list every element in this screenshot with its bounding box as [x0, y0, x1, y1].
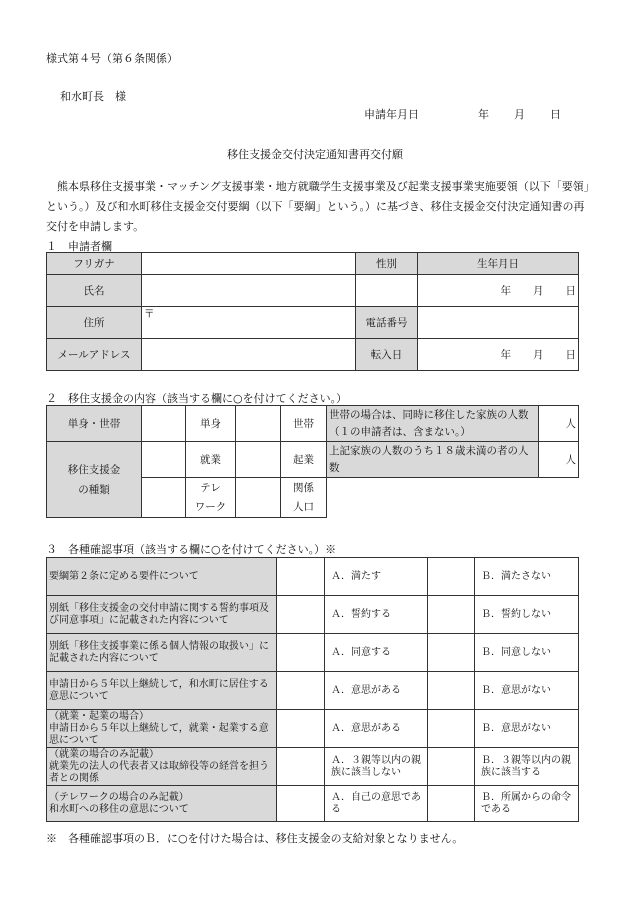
- confirm-item: （テレワークの場合のみ記載） 和水町への移住の意思について: [47, 786, 277, 822]
- phone-field[interactable]: [418, 307, 579, 339]
- addressee: 和水町長 様: [60, 90, 126, 103]
- footnote: ※ 各種確認事項のＢ．に○を付けた場合は、移住支援金の支給対象となりません。: [46, 832, 464, 845]
- option-a-check[interactable]: [277, 634, 325, 672]
- single-check[interactable]: [142, 406, 186, 442]
- option-b-label: Ｂ．３親等以内の親族に該当する: [475, 748, 579, 786]
- option-a-label: Ａ．同意する: [325, 634, 428, 672]
- confirm-item: 申請日から５年以上継続して，和水町に居住する意思について: [47, 672, 277, 710]
- household-label: 世帯: [281, 406, 327, 442]
- option-b-label: Ｂ．意思がない: [475, 672, 579, 710]
- single-household-label: 単身・世帯: [47, 406, 142, 442]
- single-label: 単身: [186, 406, 236, 442]
- gender-label: 性別: [356, 253, 418, 275]
- section1-heading: １ 申請者欄: [46, 240, 112, 253]
- form-number: 様式第４号（第６条関係）: [46, 52, 178, 65]
- option-a-label: Ａ．満たす: [325, 558, 428, 596]
- confirm-item: 別紙「移住支援金の交付申請に関する誓約事項及び同意事項」に記載された内容について: [47, 596, 277, 634]
- intro-text: 熊本県移住支援事業・マッチング支援事業・地方就職学生支援事業及び起業支援事業実施要領（以下「要領」という。）及び和水町移住支援金交付要綱（以下「要綱」という。）に基づき、移住支援金交付決定通知書の再交付を申請します。: [46, 180, 590, 233]
- telework-check[interactable]: [142, 478, 186, 518]
- related-population-check[interactable]: [236, 478, 281, 518]
- option-b-check[interactable]: [428, 786, 475, 822]
- table-row: [47, 634, 579, 672]
- address-label: 住所: [47, 307, 142, 339]
- table-row: [47, 748, 579, 786]
- confirm-item: 別紙「移住支援事業に係る個人情報の取扱い」に記載された内容について: [47, 634, 277, 672]
- employment-check[interactable]: [142, 442, 186, 478]
- application-date-year: 年: [478, 108, 489, 121]
- option-b-check[interactable]: [428, 634, 475, 672]
- option-b-label: Ｂ．意思がない: [475, 710, 579, 748]
- option-b-check[interactable]: [428, 558, 475, 596]
- employment-label: 就業: [186, 442, 236, 478]
- subsidy-type-label: 移住支援金 の種類: [47, 442, 142, 518]
- confirm-item: （就業・起業の場合） 申請日から５年以上継続して，就業・起業する意思について: [47, 710, 277, 748]
- phone-label: 電話番号: [356, 307, 418, 339]
- household-count-note: 世帯の場合は、同時に移住した家族の人数（１の申請者は、含まない。）: [327, 406, 539, 442]
- option-b-check[interactable]: [428, 748, 475, 786]
- applicant-table: [46, 252, 579, 371]
- application-date-label: 申請年月日: [364, 108, 419, 121]
- table-row: [47, 558, 579, 596]
- name-field[interactable]: [142, 275, 356, 307]
- application-date-month: 月: [514, 108, 525, 121]
- option-b-check[interactable]: [428, 672, 475, 710]
- option-a-label: Ａ．意思がある: [325, 710, 428, 748]
- option-a-check[interactable]: [277, 710, 325, 748]
- table-row: [47, 596, 579, 634]
- confirmation-table: [46, 557, 579, 822]
- application-date-day: 日: [550, 108, 561, 121]
- name-label: 氏名: [47, 275, 142, 307]
- option-b-label: Ｂ．満たさない: [475, 558, 579, 596]
- option-a-check[interactable]: [277, 672, 325, 710]
- address-field[interactable]: [142, 307, 356, 339]
- table-row: [47, 672, 579, 710]
- email-label: メールアドレス: [47, 339, 142, 371]
- move-in-label: 転入日: [356, 339, 418, 371]
- birth-year-unit: 年: [500, 284, 511, 297]
- household-count-field[interactable]: [539, 406, 579, 442]
- under18-count-field[interactable]: [539, 442, 579, 478]
- telework-label: テレ ワーク: [186, 478, 236, 518]
- option-a-label: Ａ．３親等以内の親族に該当しない: [325, 748, 428, 786]
- option-a-label: Ａ．意思がある: [325, 672, 428, 710]
- option-a-check[interactable]: [277, 786, 325, 822]
- option-b-label: Ｂ．所属からの命令である: [475, 786, 579, 822]
- under18-count-note: 上記家族の人数のうち１８歳未満の者の人数: [327, 442, 539, 478]
- startup-label: 起業: [281, 442, 327, 478]
- birthdate-field[interactable]: [418, 275, 579, 307]
- household-check[interactable]: [236, 406, 281, 442]
- persons-unit: 人: [565, 453, 576, 466]
- option-b-label: Ｂ．同意しない: [475, 634, 579, 672]
- birth-month-unit: 月: [533, 284, 544, 297]
- option-a-label: Ａ．誓約する: [325, 596, 428, 634]
- birth-day-unit: 日: [565, 284, 576, 297]
- birthdate-label: 生年月日: [418, 253, 579, 275]
- furigana-field[interactable]: [142, 253, 356, 275]
- startup-check[interactable]: [236, 442, 281, 478]
- option-a-check[interactable]: [277, 596, 325, 634]
- option-a-check[interactable]: [277, 748, 325, 786]
- move-in-month-unit: 月: [533, 348, 544, 361]
- postal-mark: 〒: [144, 308, 155, 320]
- move-in-day-unit: 日: [565, 348, 576, 361]
- section2-heading: ２ 移住支援金の内容（該当する欄に○を付けてください。）: [46, 392, 348, 405]
- table-row: [47, 710, 579, 748]
- furigana-label: フリガナ: [47, 253, 142, 275]
- table-row: [47, 786, 579, 822]
- subsidy-content-table: [46, 405, 579, 518]
- confirm-item: （就業の場合のみ記載） 就業先の法人の代表者又は取締役等の経営を担う者との関係: [47, 748, 277, 786]
- move-in-year-unit: 年: [500, 348, 511, 361]
- confirm-item: 要綱第２条に定める要件について: [47, 558, 277, 596]
- email-field[interactable]: [142, 339, 356, 371]
- related-population-label: 関係 人口: [281, 478, 327, 518]
- section3-heading: ３ 各種確認事項（該当する欄に○を付けてください。）※: [46, 543, 337, 556]
- option-a-label: Ａ．自己の意思である: [325, 786, 428, 822]
- gender-field[interactable]: [356, 275, 418, 307]
- option-b-label: Ｂ．誓約しない: [475, 596, 579, 634]
- option-b-check[interactable]: [428, 710, 475, 748]
- persons-unit: 人: [565, 417, 576, 430]
- move-in-field[interactable]: [418, 339, 579, 371]
- option-b-check[interactable]: [428, 596, 475, 634]
- page-title: 移住支援金交付決定通知書再交付願: [227, 148, 403, 161]
- option-a-check[interactable]: [277, 558, 325, 596]
